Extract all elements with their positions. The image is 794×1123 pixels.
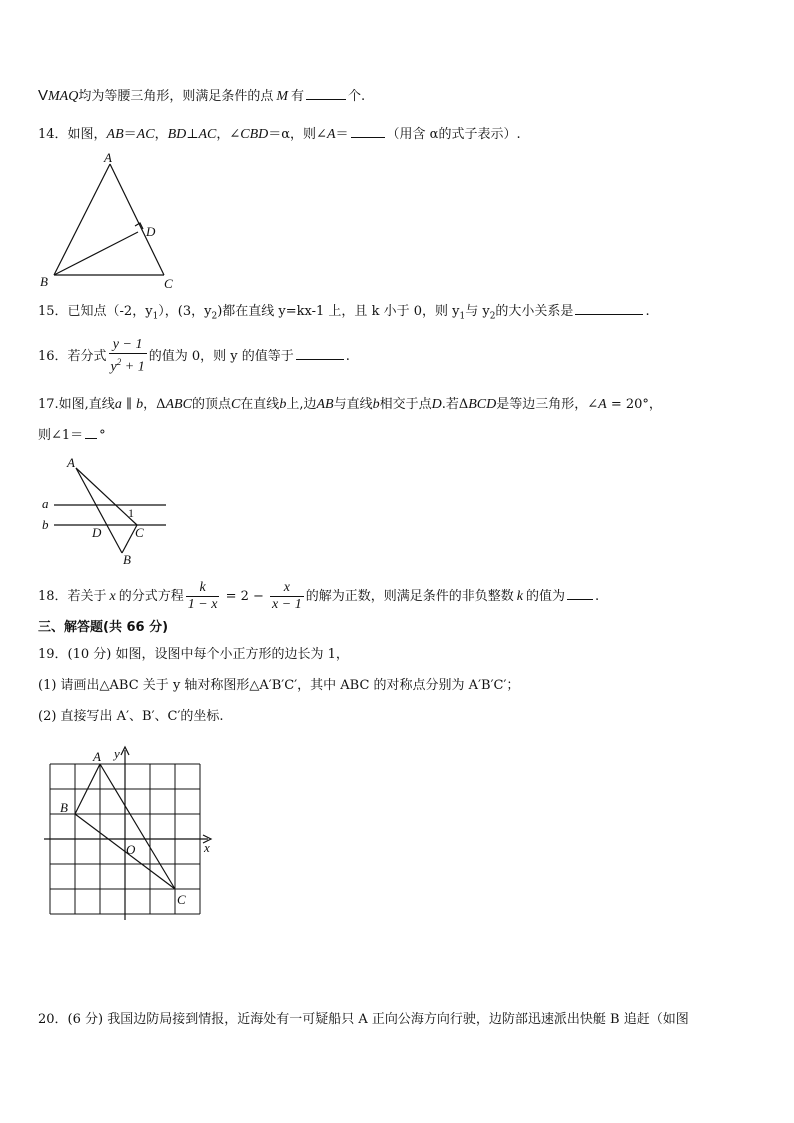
- q17-var-b: b: [136, 397, 144, 412]
- q18-var-x: x: [109, 589, 116, 604]
- q14-eq1: ＝: [123, 127, 137, 142]
- q14-label-a: A: [104, 150, 112, 165]
- q15-stem: [38, 302, 650, 326]
- q17-text-a: 17.如图,直线: [38, 397, 115, 412]
- q19-label-a: A: [93, 749, 101, 764]
- q13-var-maq: MAQ: [48, 89, 79, 104]
- q15-text-c: )都在直线 y=kx-1 上，且 k 小于 0，则 y: [217, 304, 460, 319]
- q17-var-b2: b: [279, 397, 287, 412]
- q19-label-b: B: [60, 800, 68, 815]
- q17-var-angle-a: A: [598, 397, 607, 412]
- q14-sep2: ，∠: [216, 127, 241, 142]
- q18-tail: .: [594, 589, 600, 604]
- q16-den-base: y: [110, 359, 117, 375]
- q18-text-a: 18．若关于: [38, 589, 107, 604]
- q17-label-c: C: [135, 525, 144, 540]
- q17-text-f: 与直线: [333, 397, 373, 412]
- q15-sub2: 2: [211, 311, 218, 322]
- q17-text-g: 相交于点: [379, 397, 432, 412]
- q14-ac: AC: [136, 127, 155, 142]
- q16-frac-den: [109, 354, 147, 376]
- q17-var-ab: AB: [316, 397, 334, 412]
- q14-label-d: D: [146, 224, 156, 239]
- q19-line1: 19．(10 分) 如图，设图中每个小正方形的边长为 1，: [38, 647, 349, 662]
- q17-label-line-b: b: [42, 517, 49, 532]
- q15-sub4: 2: [489, 311, 496, 322]
- q14-eq3: ＝: [335, 127, 349, 142]
- q14-tail: （用含 α的式子表示）.: [386, 127, 521, 142]
- q15-text-e: 的大小关系是: [495, 304, 574, 319]
- q13-tail: [38, 87, 365, 106]
- q13-text-c: 个.: [348, 89, 366, 104]
- q17-label-1: 1: [128, 506, 134, 520]
- q14-sep1: ，: [154, 127, 168, 142]
- q18-stem: [38, 578, 599, 616]
- q16-stem: [38, 337, 350, 377]
- q19-grid-figure: [40, 742, 220, 924]
- q17-text-b: ，Δ: [143, 397, 166, 412]
- q15-sub3: 1: [459, 311, 466, 322]
- q17-var-abc: ABC: [165, 397, 192, 412]
- q15-sub1: 1: [152, 311, 159, 322]
- q18-text-b: 的分式方程: [118, 589, 184, 604]
- q13-text-b: 有: [291, 89, 305, 104]
- q19-label-x: x: [204, 840, 210, 855]
- q18-var-k: k: [516, 589, 523, 604]
- q16-answer-blank[interactable]: [296, 347, 344, 360]
- q15-text-d: 与 y: [465, 304, 490, 319]
- q17-var-bcd: BCD: [468, 397, 497, 412]
- q18-f1-num: k: [186, 580, 220, 597]
- q15-tail: .: [645, 304, 650, 319]
- q14-stem: [38, 125, 521, 144]
- q18-fraction-2: [270, 580, 304, 613]
- q17-stem-line2: [38, 426, 106, 445]
- q16-den-exp: 2: [116, 357, 122, 368]
- q17-line2-b: °: [99, 428, 106, 443]
- q15-text-a: 15．已知点（-2，y: [38, 304, 153, 319]
- q16-tail: .: [345, 349, 350, 364]
- q18-f1-den: 1 − x: [187, 597, 218, 612]
- q18-text-c: 的解为正数，则满足条件的非负整数: [305, 589, 514, 604]
- q18-fraction-1: [186, 580, 220, 613]
- q13-answer-blank[interactable]: [306, 87, 346, 100]
- q17-label-a: A: [67, 455, 75, 470]
- q18-text-d: 的值为: [525, 589, 565, 604]
- q17-label-b: B: [123, 552, 131, 567]
- q17-line2-a: 则∠1＝: [38, 428, 84, 443]
- q17-text-i: 是等边三角形，∠: [496, 397, 599, 412]
- q19-label-o: O: [126, 842, 136, 857]
- q14-figure: [34, 150, 184, 292]
- q16-text-a: 16．若分式: [38, 349, 107, 364]
- q17-label-line-a: a: [42, 496, 49, 511]
- q14-ac2: AC: [198, 127, 217, 142]
- q17-text-c: 的顶点: [191, 397, 231, 412]
- q17-var-b3: b: [372, 397, 380, 412]
- q17-text-e: 上,边: [286, 397, 317, 412]
- q16-den-tail: + 1: [121, 359, 145, 375]
- q17-var-d: D: [431, 397, 442, 412]
- q18-f2-num: x: [270, 580, 304, 597]
- q19-label-y: y: [114, 746, 120, 761]
- q18-answer-blank[interactable]: [567, 587, 593, 600]
- q14-perp: ⊥: [186, 127, 199, 142]
- q19-label-c: C: [177, 892, 186, 907]
- q13-text-a: 均为等腰三角形，则满足条件的点: [78, 89, 274, 104]
- q15-answer-blank[interactable]: [575, 302, 643, 315]
- section-3-title: 三、解答题(共 66 分): [38, 620, 169, 635]
- q14-bd: BD: [167, 127, 187, 142]
- q14-answer-blank[interactable]: [351, 125, 385, 138]
- q17-text-d: 在直线: [240, 397, 280, 412]
- q14-eq2: ＝α，则∠: [268, 127, 327, 142]
- q18-eq: = 2 −: [221, 589, 269, 604]
- q19-line3: (2) 直接写出 A′、B′、C′的坐标.: [38, 709, 224, 724]
- q14-a: A: [326, 127, 336, 142]
- q17-parallel: ∥: [121, 397, 137, 412]
- q20-line1: 20．(6 分) 我国边防局接到情报，近海处有一可疑船只 A 正向公海方向行驶，边防部迅速派出快艇 B 追赶（如图: [38, 1012, 689, 1027]
- q14-number: 14．如图，: [38, 127, 107, 142]
- q14-cbd: CBD: [240, 127, 269, 142]
- q17-var-c: C: [230, 397, 241, 412]
- q14-label-c: C: [164, 276, 173, 291]
- q17-answer-blank[interactable]: [85, 426, 97, 439]
- q17-var-a: a: [114, 397, 122, 412]
- q17-stem-line1: [38, 396, 662, 414]
- q16-frac-num: y − 1: [109, 337, 147, 354]
- q16-text-b: 的值为 0，则 y 的值等于: [148, 349, 294, 364]
- q13-symbol: V: [38, 87, 49, 104]
- q13-var-m: M: [276, 89, 289, 104]
- q14-ab: AB: [106, 127, 124, 142]
- q17-label-d: D: [92, 525, 102, 540]
- q18-f2-den: x − 1: [272, 597, 302, 612]
- q17-figure: [34, 455, 184, 570]
- q15-text-b: ），(3，y: [158, 304, 212, 319]
- q14-label-b: B: [40, 274, 48, 289]
- q17-text-h: .若Δ: [441, 397, 469, 412]
- q19-line2: (1) 请画出△ABC 关于 y 轴对称图形△A′B′C′，其中 ABC 的对称点分别为 A′B′C′；: [38, 678, 520, 693]
- q16-fraction: [109, 337, 147, 376]
- q17-text-j: = 20°，: [606, 397, 662, 412]
